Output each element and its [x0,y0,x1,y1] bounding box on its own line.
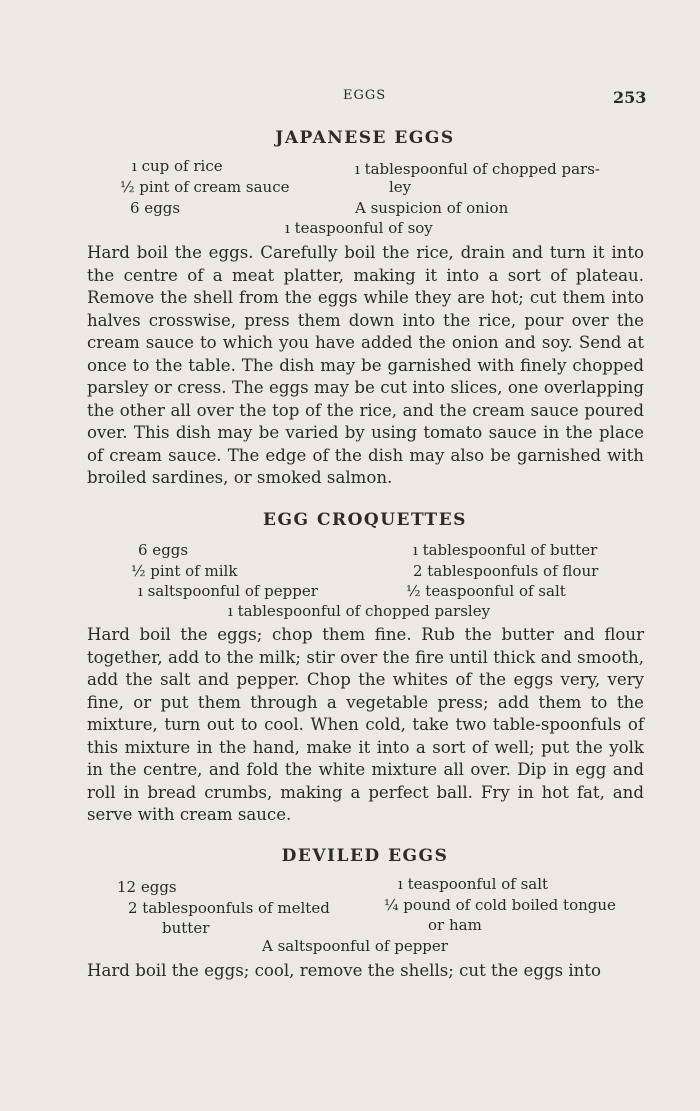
paragraph: Hard boil the eggs; chop them fine. Rub the butter and flour together, add to the milk; stir over the fire until thick and smooth, add the salt and pepper. Chop the whites of the eggs very, very fine, or put them through a vegetable press; add them to the mixture, turn out to cool. When cold, take two table-spoonfuls of this mixture in the hand, make it into a sort of well; put the yolk in the centre, and fold the white mixture all over. Dip in egg and roll in bread crumbs, making a perfect ball. Fry in hot fat, and serve with cream sauce. [87,625,644,824]
paragraph: Hard boil the eggs. Carefully boil the rice, drain and turn it into the centre of a meat platter, making it into a sort of plateau. Remove the shell from the eggs while they are hot; cut them into halves crosswise, press them down into the rice, pour over the cream sauce to which you have added the onion and soy. Send at once to the table. The dish may be garnished with finely chopped parsley or cress. The eggs may be cut into slices, one overlapping the other all over the top of the rice, and the cream sauce poured over. This dish may be varied by using tomato sauce in the place of cream sauce. The edge of the dish may also be garnished with broiled sardines, or smoked salmon. [87,243,644,487]
ingredient: 2 tablespoonfuls of flour [413,562,599,580]
ingredient: or ham [428,916,482,934]
recipe-directions [87,624,644,827]
recipe-directions [87,960,644,983]
ingredient: ı cup of rice [132,157,223,175]
ingredient: ı teaspoonful of soy [285,219,433,237]
ingredient: ı teaspoonful of salt [398,875,549,893]
ingredient: ¼ pound of cold boiled tongue [384,896,616,914]
ingredient: ley [389,178,412,196]
recipe-title-japanese-eggs: JAPANESE EGGS [275,128,455,148]
ingredient: ½ pint of milk [131,562,238,580]
ingredient: 6 eggs [130,199,181,217]
ingredient: ı tablespoonful of chopped pars- [355,160,600,178]
ingredient: 6 eggs [138,541,189,559]
ingredient: ı tablespoonful of butter [413,541,598,559]
ingredient: butter [162,919,210,937]
ingredient: ı saltspoonful of pepper [138,582,318,600]
page-number: 253 [613,88,647,107]
ingredient: ½ teaspoonful of salt [406,582,566,600]
ingredient: 2 tablespoonfuls of melted [128,899,330,917]
ingredient: A saltspoonful of pepper [262,937,448,955]
recipe-title-deviled-eggs: DEVILED EGGS [281,846,449,866]
recipe-directions [87,242,644,490]
running-head [0,88,700,108]
ingredient: ½ pint of cream sauce [120,178,290,196]
ingredient: A suspicion of onion [355,199,509,217]
running-head-title: EGGS [343,88,387,103]
paragraph: Hard boil the eggs; cool, remove the shells; cut the eggs into [87,961,602,980]
ingredient: 12 eggs [117,878,177,896]
recipe-title-egg-croquettes: EGG CROQUETTES [263,510,467,530]
ingredient: ı tablespoonful of chopped parsley [228,602,491,620]
